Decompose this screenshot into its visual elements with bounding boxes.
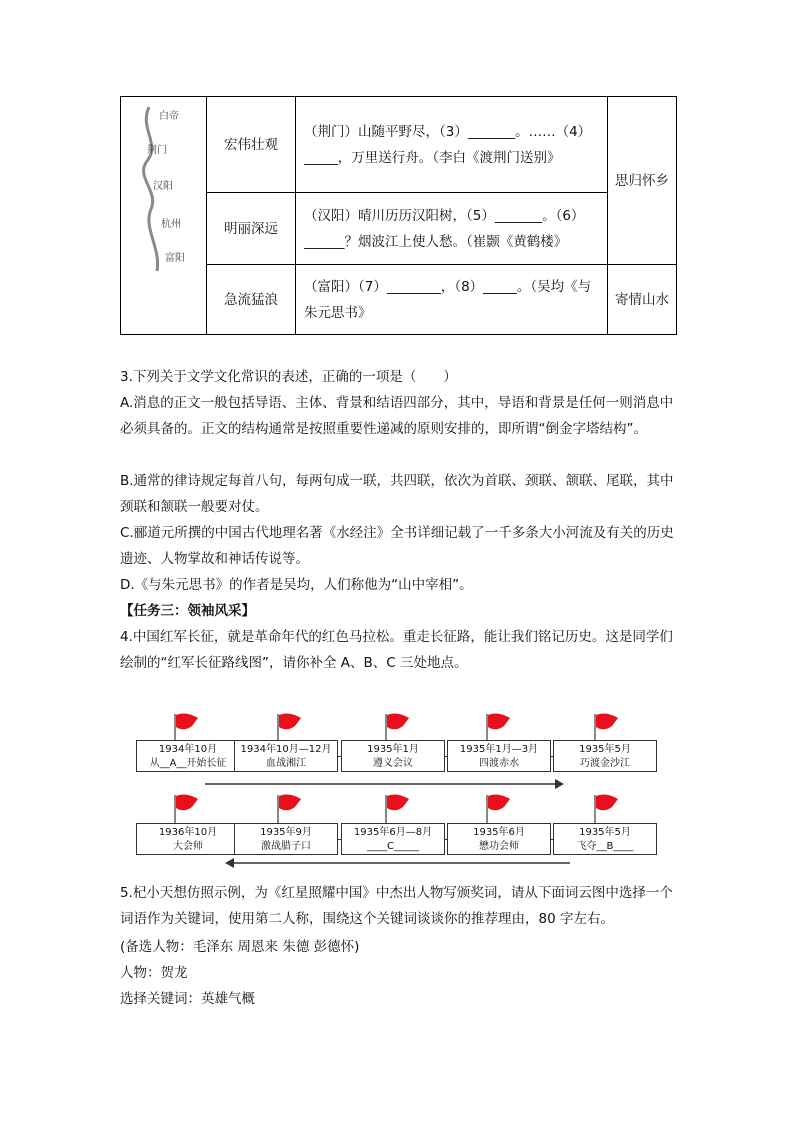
flag-icon xyxy=(383,793,413,823)
timeline-event: 巧渡金沙江 xyxy=(580,758,630,769)
q5-person: 人物：贺龙 xyxy=(120,965,188,981)
q5-text: 5.杞小天想仿照示例，为《红星照耀中国》中杰出人物写颁奖词，请从下面词云图中选择一个词语作为关键词，使用第二人称，围绕这个关键词谈谈你的推荐理由，80 字左右。 xyxy=(120,885,673,927)
flag-icon xyxy=(172,712,202,742)
timeline-event: 大会师 xyxy=(173,841,203,852)
river-map-cell xyxy=(121,97,207,335)
map-label-hanyang: 汉阳 xyxy=(153,181,173,192)
task-heading: 【任务三：领袖风采】 xyxy=(120,603,255,619)
map-label-fuyang: 富阳 xyxy=(165,253,185,264)
map-label-jingmen: 荆门 xyxy=(147,145,167,156)
flag-icon xyxy=(383,712,413,742)
q3-option-b: B.通常的律诗规定每首八句，每两句成一联，共四联，依次为首联、颈联、颔联、尾联，其中颈联和颔联一般要对仗。 xyxy=(120,473,674,515)
timeline-date: 1935年1月 xyxy=(367,744,419,755)
timeline-box xyxy=(341,740,445,772)
poem-table xyxy=(120,96,677,335)
timeline-box xyxy=(136,740,240,772)
timeline-date: 1934年10月—12月 xyxy=(240,744,332,755)
q5-options: (备选人物：毛泽东 周恩来 朱德 彭德怀) xyxy=(120,939,360,955)
direction-arrow-left-icon xyxy=(225,857,570,869)
q3-option-d: D.《与朱元思书》的作者是吴均，人们称他为“山中宰相”。 xyxy=(120,577,473,593)
map-label-baidi: 白帝 xyxy=(159,111,179,122)
direction-arrow-right-icon xyxy=(205,778,565,790)
mood-cell: 思归怀乡 xyxy=(608,97,677,265)
flag-icon xyxy=(484,793,514,823)
timeline-box xyxy=(341,823,445,855)
q3-option-a: A.消息的正文一般包括导语、主体、背景和结语四部分，其中，导语和背景是任何一则消息中必须具备的。正文的结构通常是按照重要性递减的原则安排的，即所谓“倒金字塔结构”。 xyxy=(120,395,674,437)
content-cell: （富阳）（7）________，（8）_____。（吴均《与朱元思书》 xyxy=(296,265,608,335)
content-cell: （汉阳）晴川历历汉阳树，（5）_______。（6）______？烟波江上使人愁。（崔颢《黄鹤楼》 xyxy=(296,193,608,265)
timeline-date: 1935年6月—8月 xyxy=(353,827,433,838)
timeline-event: ____C_____ xyxy=(367,841,419,852)
flag-icon xyxy=(275,712,305,742)
timeline-date: 1935年5月 xyxy=(579,744,631,755)
timeline-event: 从__A__开始长征 xyxy=(149,758,227,769)
category-cell: 宏伟壮观 xyxy=(207,97,296,193)
timeline-event: 遵义会议 xyxy=(373,758,413,769)
timeline-date: 1936年10月 xyxy=(158,827,218,838)
timeline-event: 血战湘江 xyxy=(266,758,306,769)
timeline-box xyxy=(447,740,551,772)
timeline-date: 1935年1月—3月 xyxy=(459,744,539,755)
q4-text: 4.中国红军长征，就是革命年代的红色马拉松。重走长征路，能让我们铭记历史。这是同学们绘制的“红军长征路线图”，请你补全 A、B、C 三处地点。 xyxy=(120,629,673,671)
timeline-date: 1934年10月 xyxy=(158,744,218,755)
timeline-box xyxy=(234,740,338,772)
timeline-box xyxy=(553,823,657,855)
q5-keyword: 选择关键词：英雄气概 xyxy=(120,991,255,1007)
timeline-event: 四渡赤水 xyxy=(479,758,519,769)
flag-icon xyxy=(592,793,622,823)
timeline-date: 1935年9月 xyxy=(260,827,312,838)
flag-icon xyxy=(275,793,305,823)
category-cell: 急流猛浪 xyxy=(207,265,296,335)
q3-option-c: C.郦道元所撰的中国古代地理名著《水经注》全书详细记载了一千多条大小河流及有关的历史遗迹、人物掌故和神话传说等。 xyxy=(120,525,674,567)
timeline-box xyxy=(447,823,551,855)
category-cell: 明丽深远 xyxy=(207,193,296,265)
content-cell: （荆门）山随平野尽，（3）_______。……（4）_____，万里送行舟。（李白《渡荆门送别》 xyxy=(296,97,608,193)
map-label-hangzhou: 杭州 xyxy=(161,219,181,230)
timeline-box xyxy=(553,740,657,772)
timeline-box xyxy=(136,823,240,855)
timeline-box xyxy=(234,823,338,855)
flag-icon xyxy=(592,712,622,742)
timeline-date: 1935年6月 xyxy=(473,827,525,838)
flag-icon xyxy=(484,712,514,742)
timeline-event: 飞夺__B____ xyxy=(576,841,634,852)
timeline-event: 激战腊子口 xyxy=(261,841,311,852)
q3-stem: 3.下列关于文学文化常识的表述，正确的一项是（ ） xyxy=(120,369,457,385)
timeline-date: 1935年5月 xyxy=(579,827,631,838)
flag-icon xyxy=(172,793,202,823)
mood-cell: 寄情山水 xyxy=(608,265,677,335)
timeline-event: 懋功会师 xyxy=(479,841,519,852)
